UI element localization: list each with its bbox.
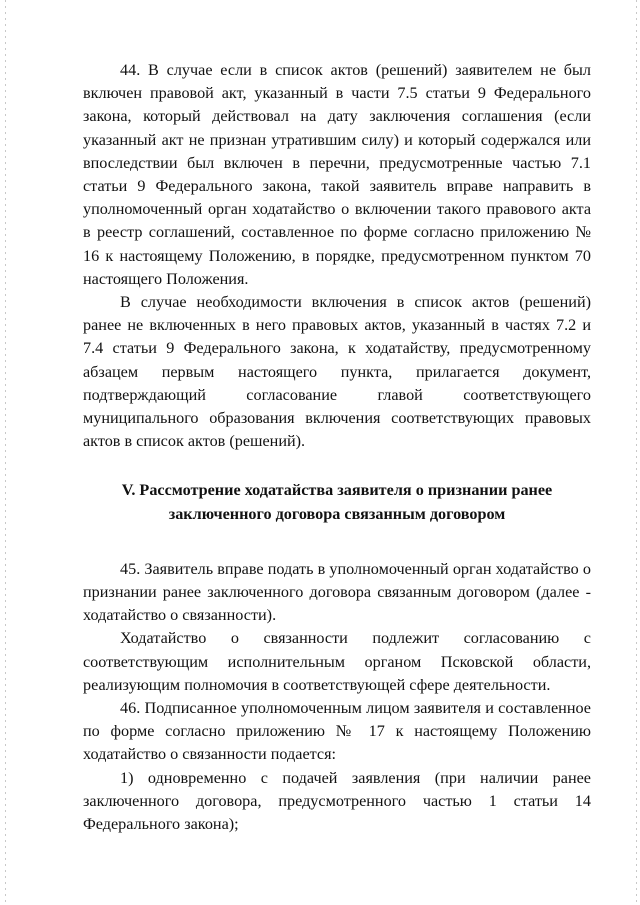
paragraph-46-item-1: 1) одновременно с подачей заявления (при наличии ранее заключенного договора, предусмотренного частью 1 статьи 14 Федерального закона);	[83, 768, 591, 834]
paragraph-45-abzac-2: Ходатайство о связанности подлежит согласованию с соответствующим исполнительным органом Псковской области, реализующим полномочия в соответствующей сфере деятельности.	[83, 629, 591, 694]
section-heading	[83, 479, 591, 525]
document-page	[83, 59, 591, 836]
scan-right-edge	[636, 0, 637, 905]
scan-left-edge	[5, 0, 6, 905]
paragraph-44-abzac-2: В случае необходимости включения в список актов (решений) ранее не включенных в него правовых актов, указанный в частях 7.2 и 7.4 статьи 9 Федерального закона, к ходатайству, предусмотренному абзацем первым настоящего пункта, прилагается документ, подтверждающий согласование главой соответствующего муниципального образования включения соответствующих правовых актов в список актов (решений).	[83, 293, 591, 451]
paragraph-46: 46. Подписанное уполномоченным лицом заявителя и составленное по форме согласно приложению № 17 к настоящему Положению ходатайство о связанности подается:	[83, 699, 591, 764]
section-heading-line-2: заключенного договора связанным договором	[168, 504, 506, 523]
section-heading-line-1: V. Рассмотрение ходатайства заявителя о признании ранее	[121, 481, 553, 500]
paragraph-44: 44. В случае если в список актов (решений) заявителем не был включен правовой акт, указанный в части 7.5 статьи 9 Федерального закона, который действовал на дату заключения соглашения (если указанный акт не признан утратившим силу) и который содержался или впоследствии был включен в перечни, предусмотренные частью 7.1 статьи 9 Федерального закона, такой заявитель вправе направить в уполномоченный орган ходатайство о включении такого правового акта в реестр соглашений, составленное по форме согласно приложению № 16 к настоящему Положению, в порядке, предусмотренном пунктом 70 настоящего Положения.	[83, 61, 591, 288]
paragraph-45: 45. Заявитель вправе подать в уполномоченный орган ходатайство о признании ранее заключенного договора связанным договором (далее - ходатайство о связанности).	[83, 559, 591, 625]
